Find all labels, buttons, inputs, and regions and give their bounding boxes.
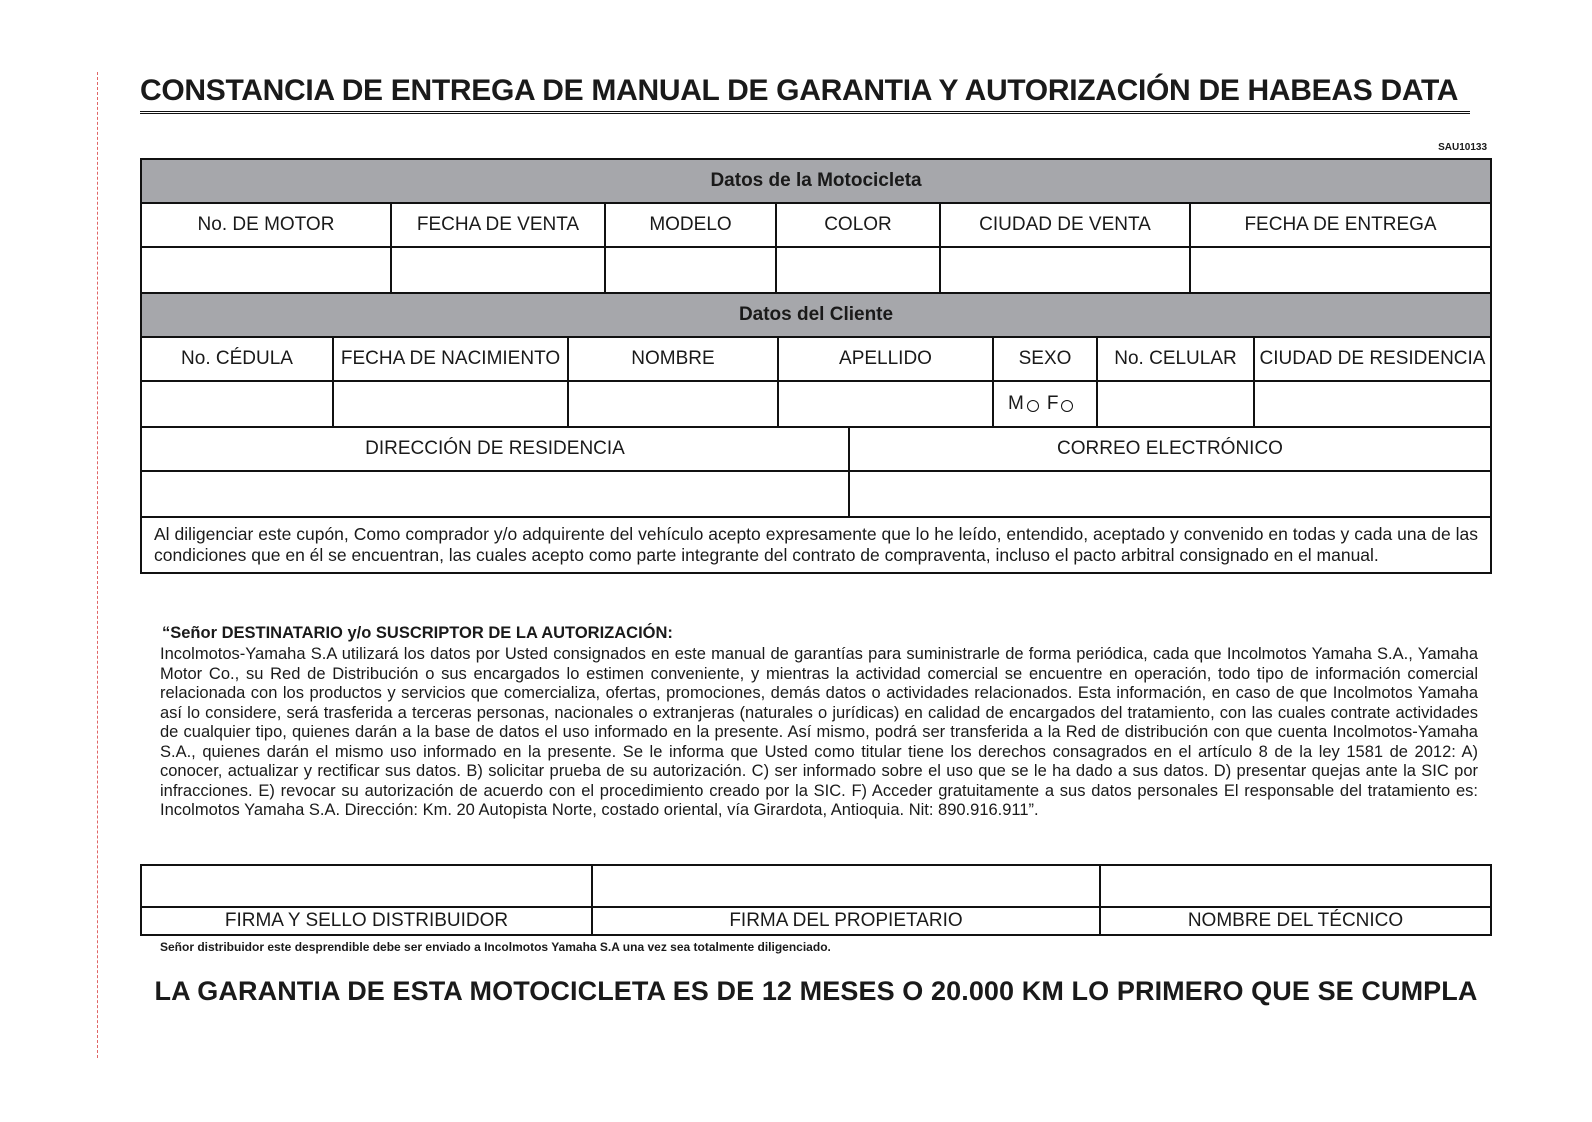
sex-male-radio[interactable] [1027, 400, 1039, 412]
delivery-date-label: FECHA DE ENTREGA [1190, 203, 1491, 247]
sale-city-field[interactable] [940, 247, 1190, 293]
birth-date-label: FECHA DE NACIMIENTO [333, 337, 568, 381]
motorcycle-section-header [141, 159, 1491, 203]
consent-text: Al diligenciar este cupón, Como comprador y/o adquirente del vehículo acepto expresamente que lo he leído, entendido, aceptado y convenido en todas y cada una de las condiciones que en él se encuentran, las cuales acepto como parte integrante del contrato de compraventa, incluso el pacto arbitral consignado en el manual. [141, 517, 1491, 573]
motorcycle-input-row [141, 247, 1491, 293]
color-label: COLOR [776, 203, 940, 247]
page-title: CONSTANCIA DE ENTREGA DE MANUAL DE GARANTIA Y AUTORIZACIÓN DE HABEAS DATA [140, 74, 1470, 114]
delivery-date-field[interactable] [1190, 247, 1491, 293]
sale-city-label: CIUDAD DE VENTA [940, 203, 1190, 247]
owner-signature-box[interactable] [592, 865, 1100, 907]
address-label: DIRECCIÓN DE RESIDENCIA [141, 427, 849, 471]
birth-date-field[interactable] [333, 381, 568, 427]
warranty-statement: LA GARANTIA DE ESTA MOTOCICLETA ES DE 12 MESES O 20.000 KM LO PRIMERO QUE SE CUMPLA [154, 976, 1478, 1006]
last-name-label: APELLIDO [778, 337, 993, 381]
id-number-field[interactable] [141, 381, 333, 427]
distributor-signature-label: FIRMA Y SELLO DISTRIBUIDOR [141, 907, 592, 935]
first-name-label: NOMBRE [568, 337, 778, 381]
id-number-label: No. CÉDULA [141, 337, 333, 381]
authorization-heading: “Señor DESTINATARIO y/o SUSCRIPTOR DE LA AUTORIZACIÓN: [162, 624, 673, 642]
cellphone-label: No. CELULAR [1097, 337, 1254, 381]
client-field-labels [141, 337, 1491, 381]
residence-city-field[interactable] [1254, 381, 1491, 427]
technician-name-box[interactable] [1100, 865, 1491, 907]
email-field[interactable] [849, 471, 1491, 517]
distributor-signature-box[interactable] [141, 865, 592, 907]
model-field[interactable] [605, 247, 776, 293]
client-input-row [141, 381, 1491, 427]
motorcycle-data-table [140, 158, 1492, 294]
address-email-input-row [141, 471, 1491, 517]
technician-name-label: NOMBRE DEL TÉCNICO [1100, 907, 1491, 935]
cut-line [97, 72, 98, 1058]
motorcycle-section-title: Datos de la Motocicleta [141, 159, 1491, 203]
sex-label: SEXO [993, 337, 1097, 381]
address-field[interactable] [141, 471, 849, 517]
engine-number-label: No. DE MOTOR [141, 203, 391, 247]
sex-female-radio[interactable] [1061, 400, 1073, 412]
model-label: MODELO [605, 203, 776, 247]
client-section-title: Datos del Cliente [141, 293, 1491, 337]
sale-date-label: FECHA DE VENTA [391, 203, 605, 247]
sex-female-label: F [1046, 393, 1059, 414]
client-section-header [141, 293, 1491, 337]
distributor-note: Señor distribuidor este desprendible debe ser enviado a Incolmotos Yamaha S.A una vez sea totalmente diligenciado. [160, 940, 831, 954]
consent-row [141, 517, 1491, 573]
last-name-field[interactable] [778, 381, 993, 427]
sale-date-field[interactable] [391, 247, 605, 293]
first-name-field[interactable] [568, 381, 778, 427]
sex-options [993, 381, 1097, 427]
engine-number-field[interactable] [141, 247, 391, 293]
form-code: SAU10133 [1438, 142, 1487, 153]
authorization-body: Incolmotos-Yamaha S.A utilizará los datos por Usted consignados en este manual de garantías para suministrarle de forma periódica, cada que Incolmotos Yamaha S.A., Yamaha Motor Co., su Red de Distribución o sus encargados lo estimen conveniente, y mientras la actividad comercial se encuentre en operación, todo tipo de información comercial relacionada con los productos y servicios que comercializa, ofertas, promociones, demás datos o actividades relacionados. Esta información, en caso de que Incolmotos Yamaha así lo considere, será trasferida a terceras personas, nacionales o extranjeras (naturales o jurídicas) en calidad de encargados del tratamiento, con las cuales contrate actividades de cualquier tipo, quienes darán a la base de datos el uso informado en la presente. Así mismo, podrá ser transferida a la Red de distribución con que cuenta Incolmotos-Yamaha S.A., quienes darán el mismo uso informado en la presente. Se le informa que Usted como titular tiene los derechos consagrados en el artículo 8 de la ley 1581 de 2012: A) conocer, actualizar y rectificar sus datos. B) solicitar prueba de su autorización. C) ser informado sobre el uso que se le ha dado a sus datos. D) presentar quejas ante la SIC por infracciones. E) revocar su autorización de acuerdo con el procedimiento creado por la SIC. F) Acceder gratuitamente a sus datos personales El responsable del tratamiento es: Incolmotos Yamaha S.A. Dirección: Km. 20 Autopista Norte, costado oriental, vía Girardota, Antioquia. Nit: 890.916.911”. [160, 645, 1478, 819]
address-email-labels [141, 427, 1491, 471]
email-label: CORREO ELECTRÓNICO [849, 427, 1491, 471]
owner-signature-label: FIRMA DEL PROPIETARIO [592, 907, 1100, 935]
residence-city-label: CIUDAD DE RESIDENCIA [1254, 337, 1491, 381]
sex-male-label: M [1008, 393, 1024, 414]
motorcycle-field-labels [141, 203, 1491, 247]
cellphone-field[interactable] [1097, 381, 1254, 427]
client-data-table [140, 292, 1492, 574]
signature-table [140, 864, 1492, 936]
color-field[interactable] [776, 247, 940, 293]
